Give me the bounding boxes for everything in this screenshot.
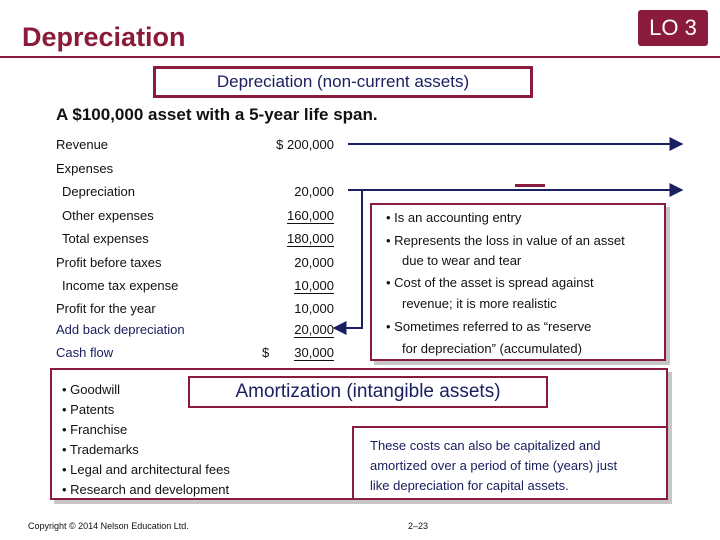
note-line: amortized over a period of time (years) just <box>370 458 618 473</box>
page-number: 2–23 <box>408 521 429 531</box>
callout-line: due to wear and tear <box>402 253 522 268</box>
row-label-add-back-depreciation: Add back depreciation <box>56 322 185 337</box>
row-value-profit-for-year: 10,000 <box>294 301 334 316</box>
row-value-add-back-depreciation: 20,000 <box>294 322 334 337</box>
row-label-depreciation: Depreciation <box>62 184 135 199</box>
row-label-other-expenses: Other expenses <box>62 208 154 223</box>
list-item: • Trademarks <box>62 442 139 457</box>
callout-line: for depreciation” (accumulated) <box>402 341 582 356</box>
row-label-cash-flow: Cash flow <box>56 345 114 360</box>
row-label-revenue: Revenue <box>56 137 109 152</box>
page-title: Depreciation <box>22 22 186 52</box>
row-value-revenue: $ 200,000 <box>276 137 334 152</box>
row-label-profit-for-year: Profit for the year <box>56 301 156 316</box>
list-item: • Legal and architectural fees <box>62 462 230 477</box>
row-value-cash-flow: 30,000 <box>294 345 334 360</box>
list-item: • Franchise <box>62 422 128 437</box>
row-value-depreciation: 20,000 <box>294 184 334 199</box>
section-subtitle: Depreciation (non-current assets) <box>153 66 533 98</box>
amortization-title: Amortization (intangible assets) <box>188 376 548 408</box>
row-value-other-expenses: 160,000 <box>287 208 334 223</box>
add-back-arrow <box>334 190 362 328</box>
depreciation-highlight <box>515 184 545 187</box>
row-label-income-tax: Income tax expense <box>62 278 179 293</box>
row-value-profit-before-taxes: 20,000 <box>294 255 334 270</box>
callout-line: • Sometimes referred to as “reserve <box>386 319 592 334</box>
note-line: These costs can also be capitalized and <box>370 438 601 453</box>
list-item: • Research and development <box>62 482 230 497</box>
depreciation-callout <box>370 203 666 361</box>
row-label-profit-before-taxes: Profit before taxes <box>56 255 162 270</box>
capitalization-note <box>352 426 668 500</box>
callout-line: • Represents the loss in value of an asset <box>386 233 625 248</box>
row-label-expenses: Expenses <box>56 161 114 176</box>
note-line: like depreciation for capital assets. <box>370 478 569 493</box>
asset-description: A $100,000 asset with a 5-year life span. <box>56 105 378 124</box>
row-value-total-expenses: 180,000 <box>287 231 334 246</box>
cash-flow-currency: $ <box>262 345 270 360</box>
callout-line: • Is an accounting entry <box>386 210 522 225</box>
lo-badge: LO 3 <box>638 10 708 46</box>
copyright: Copyright © 2014 Nelson Education Ltd. <box>28 521 189 531</box>
list-item: • Patents <box>62 402 115 417</box>
callout-line: • Cost of the asset is spread against <box>386 275 594 290</box>
row-value-income-tax: 10,000 <box>294 278 334 293</box>
list-item: • Goodwill <box>62 382 121 397</box>
row-label-total-expenses: Total expenses <box>62 231 149 246</box>
callout-line: revenue; it is more realistic <box>402 296 557 311</box>
